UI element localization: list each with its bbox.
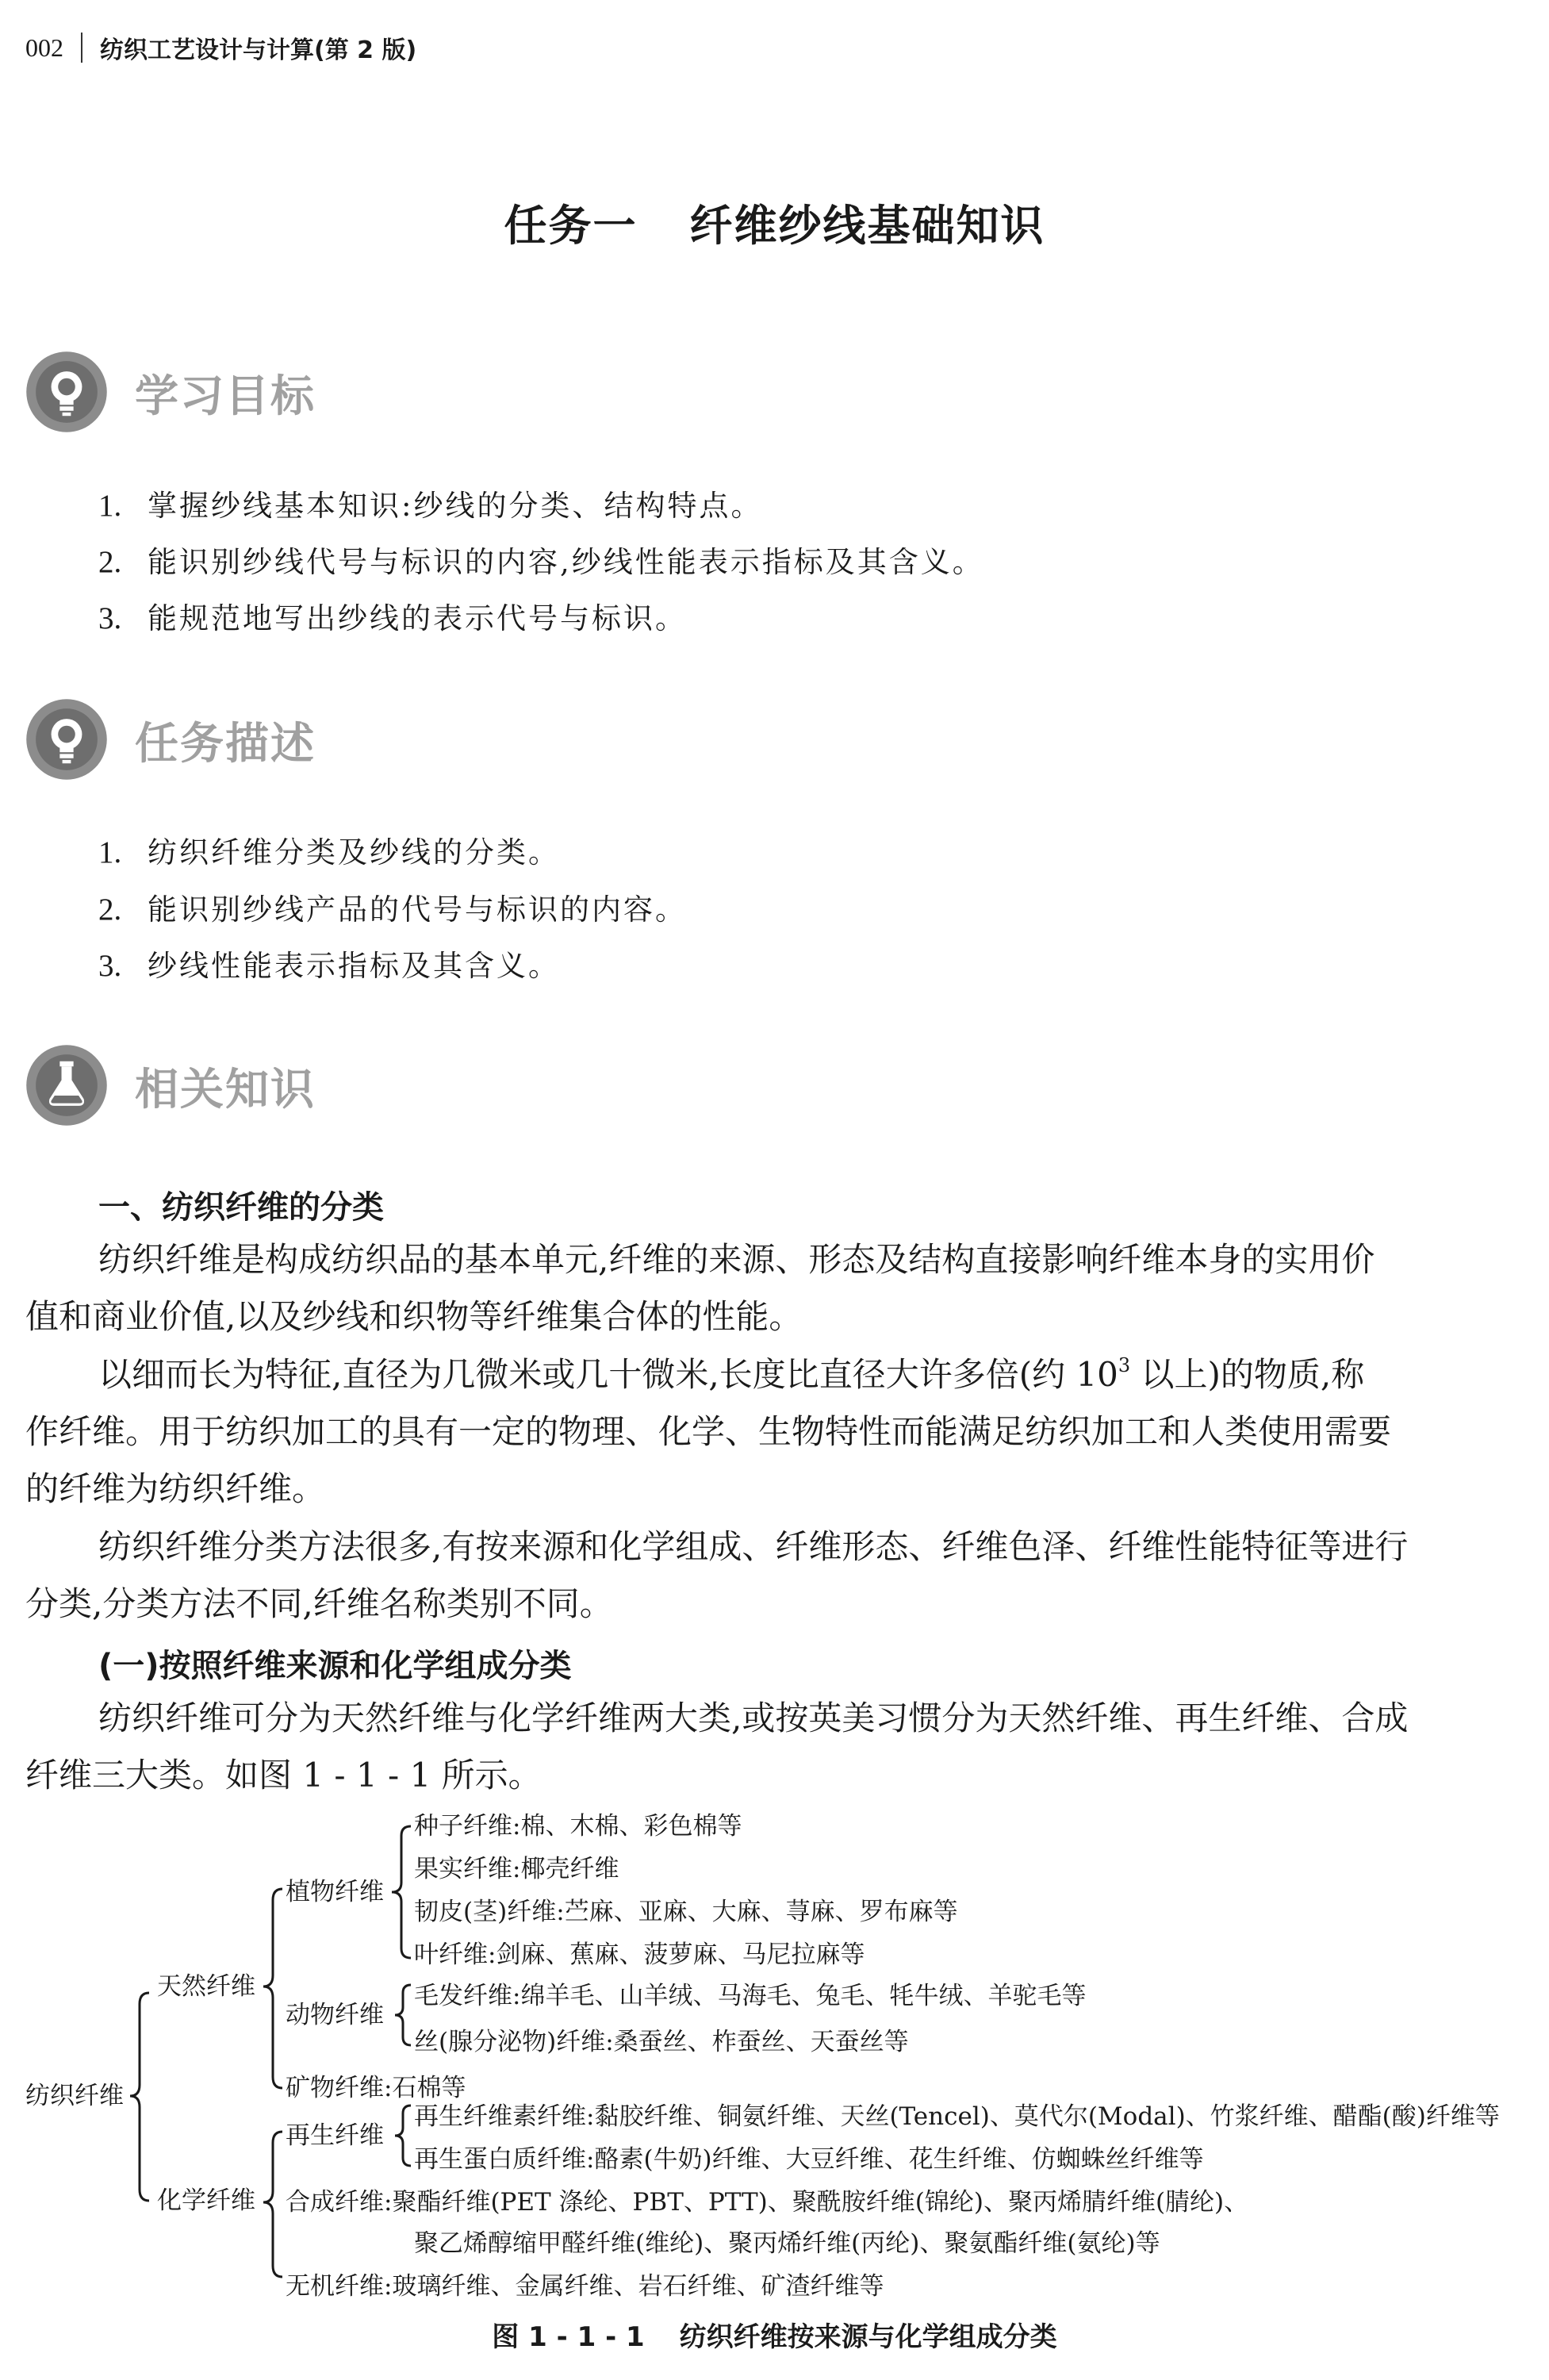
brace-natural	[263, 1889, 282, 2088]
tree-leaf: 丝(腺分泌物)纤维:桑蚕丝、柞蚕丝、天蚕丝等	[414, 2028, 909, 2056]
text-run: 以细而长为特征,直径为几微米或几十微米,长度比直径大许多倍(约 10	[98, 1355, 1118, 1394]
task-title-text: 纤维纱线基础知识	[689, 201, 1045, 251]
paragraph-line: 分类,分类方法不同,纤维名称类别不同。	[25, 1584, 613, 1623]
paragraph-line: 纤维三大类。如图 1 - 1 - 1 所示。	[25, 1756, 542, 1795]
tree-plant: 植物纤维	[286, 1878, 384, 1906]
tree-leaf: 韧皮(茎)纤维:苎麻、亚麻、大麻、荨麻、罗布麻等	[414, 1898, 958, 1926]
tree-regenerated: 再生纤维	[286, 2121, 384, 2150]
tree-inorganic: 无机纤维:玻璃纤维、金属纤维、岩石纤维、矿渣纤维等	[286, 2272, 884, 2301]
tree-leaf: 毛发纤维:绵羊毛、山羊绒、马海毛、兔毛、牦牛绒、羊驼毛等	[414, 1982, 1087, 2010]
paragraph-line: 值和商业价值,以及纱线和织物等纤维集合体的性能。	[25, 1297, 803, 1336]
item-text: 纱线性能表示指标及其含义。	[148, 949, 560, 983]
tree-leaf: 叶纤维:剑麻、蕉麻、菠萝麻、马尼拉麻等	[414, 1940, 865, 1969]
tree-root: 纺织纤维	[25, 2082, 124, 2110]
item-number: 3.	[98, 949, 122, 983]
brace-root	[130, 1993, 149, 2201]
tree-synthetic-cont: 聚乙烯醇缩甲醛纤维(维纶)、聚丙烯纤维(丙纶)、聚氨酯纤维(氨纶)等	[414, 2229, 1160, 2258]
superscript: 3	[1118, 1354, 1131, 1376]
paragraph-line: 作纤维。用于纺织加工的具有一定的物理、化学、生物特性而能满足纺织加工和人类使用需要	[25, 1412, 1392, 1451]
tree-natural: 天然纤维	[157, 1972, 255, 2001]
section-title: 任务描述	[135, 717, 316, 769]
brace-regenerated	[395, 2106, 411, 2166]
item-number: 3.	[98, 601, 122, 635]
item-text: 能识别纱线代号与标识的内容,纱线性能表示指标及其含义。	[148, 545, 984, 579]
section-title: 学习目标	[135, 370, 316, 421]
book-title: 纺织工艺设计与计算(第 2 版)	[100, 36, 417, 64]
item-text: 能规范地写出纱线的表示代号与标识。	[148, 601, 687, 635]
item-text: 纺织纤维分类及纱线的分类。	[148, 835, 560, 869]
paragraph-line: 纺织纤维可分为天然纤维与化学纤维两大类,或按英美习惯分为天然纤维、再生纤维、合成	[98, 1699, 1409, 1737]
tree-animal: 动物纤维	[286, 2001, 384, 2029]
task-number: 任务一	[504, 201, 638, 251]
tree-leaf: 再生纤维素纤维:黏胶纤维、铜氨纤维、天丝(Tencel)、莫代尔(Modal)、竹浆纤维、醋酯(酸)纤维等	[414, 2102, 1500, 2131]
figure-caption	[0, 2315, 1549, 2354]
text-run: 以上)的物质,称	[1130, 1355, 1365, 1394]
item-number: 2.	[98, 892, 122, 927]
brace-animal	[395, 1985, 411, 2045]
item-number: 1.	[98, 489, 122, 523]
figure-title: 纺织纤维按来源与化学组成分类	[679, 2321, 1057, 2353]
tree-leaf: 果实纤维:椰壳纤维	[414, 1855, 619, 1883]
subheading-by-source: (一)按照纤维来源和化学组成分类	[98, 1648, 572, 1684]
item-text: 能识别纱线产品的代号与标识的内容。	[148, 892, 687, 927]
heading-fiber-classification: 一、纺织纤维的分类	[98, 1189, 384, 1226]
tree-leaf: 种子纤维:棉、木棉、彩色棉等	[414, 1812, 742, 1841]
paragraph-line: 纺织纤维是构成纺织品的基本单元,纤维的来源、形态及结构直接影响纤维本身的实用价	[98, 1240, 1375, 1279]
section-title: 相关知识	[135, 1063, 316, 1115]
tree-chemical: 化学纤维	[157, 2186, 255, 2215]
brace-plant	[392, 1826, 411, 1958]
item-number: 1.	[98, 835, 122, 869]
page-number: 002	[25, 33, 63, 62]
item-number: 2.	[98, 545, 122, 579]
tree-synthetic: 合成纤维:聚酯纤维(PET 涤纶、PBT、PTT)、聚酰胺纤维(锦纶)、聚丙烯腈纤维(腈纶)、	[286, 2188, 1249, 2217]
item-text: 掌握纱线基本知识:纱线的分类、结构特点。	[148, 489, 763, 523]
tree-mineral: 矿物纤维:石棉等	[286, 2074, 466, 2102]
brace-chemical	[263, 2132, 282, 2277]
tree-leaf: 再生蛋白质纤维:酪素(牛奶)纤维、大豆纤维、花生纤维、仿蜘蛛丝纤维等	[414, 2145, 1204, 2174]
paragraph-line: 的纤维为纺织纤维。	[25, 1469, 326, 1508]
paragraph-line: 纺织纤维分类方法很多,有按来源和化学组成、纤维形态、纤维色泽、纤维性能特征等进行	[98, 1527, 1409, 1566]
figure-label: 图 1 - 1 - 1	[492, 2321, 645, 2353]
